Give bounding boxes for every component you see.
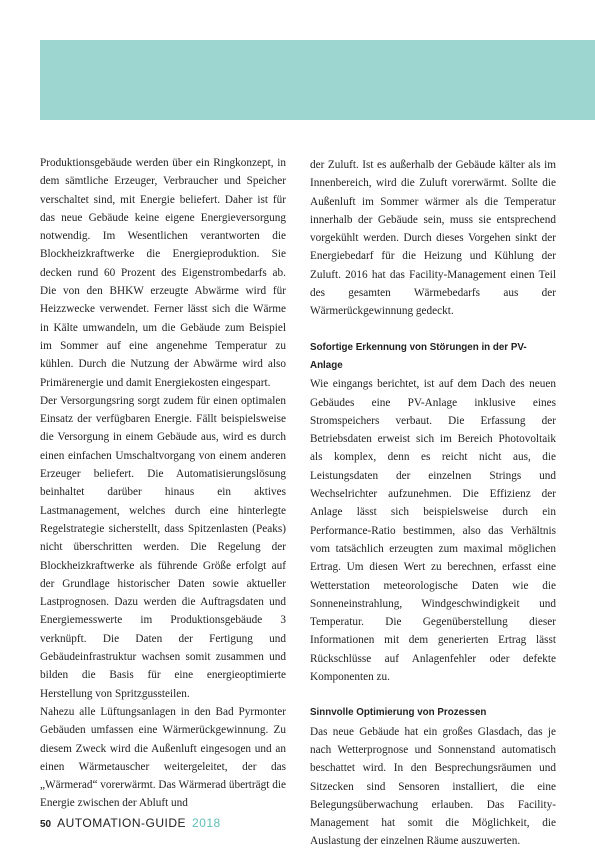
publication-title: AUTOMATION-GUIDE: [57, 816, 187, 830]
body-paragraph: Produktionsgebäude werden über ein Ringkonzept, in dem sämtliche Erzeuger, Verbraucher und Speicher verschaltet sind, mit Energie beliefert. Daher ist für das neue Gebäude keine eigene Energieversorgung notwendig. Im Wesentlichen verantworten die Blockheizkraftwerke die Energieproduktion. Sie decken rund 60 Prozent des Eigenstrombedarfs ab. Die von den BHKW erzeugte Abwärme wird für Heizzwecke verwendet. Ferner lässt sich die Wärme in Kälte umwandeln, um die Gebäude zum Beispiel im Sommer auf eine angenehme Temperatur zu kühlen. Durch die Nutzung der Abwärme wird also Primärenergie und damit Energiekosten eingespart.: [40, 157, 286, 389]
body-paragraph: Wie eingangs berichtet, ist auf dem Dach des neuen Gebäudes eine PV-Anlage inklusive eines Stromspeichers verbaut. Die Erfassung der Betriebsdaten erweist sich im Bereich Photovoltaik als komplex, denn es reicht nicht aus, die Leistungsdaten der einzelnen Strings und Wechselrichter aufzunehmen. Die Effizienz der Anlage lässt sich beispielsweise durch ein Performance-Ratio bestimmen, also das Verhältnis vom tatsächlich erzeugten zum maximal möglichen Ertrag. Um diesen Wert zu berechnen, erfasst eine Wetterstation meteorologische Daten wie die Sonneneinstrahlung, Windgeschwindigkeit und Temperatur. Die Gegenüberstellung dieser Informationen mit dem generierten Ertrag lässt Rückschlüsse auf Anlagenfehler oder defekte Komponenten zu.: [310, 378, 556, 684]
left-column: [40, 154, 286, 813]
body-paragraph: der Zuluft. Ist es außerhalb der Gebäude kälter als im Innenbereich, wird die Zuluft vorerwärmt. Sollte die Außenluft im Sommer wärmer als die Temperatur innerhalb der Gebäude sein, muss sie entsprechend vorgekühlt werden. Durch dieses Vorgehen sinkt der Energiebedarf für die Heizung und Kühlung der Zuluft. 2016 hat das Facility-Management einen Teil des gesamten Wärmebedarfs aus der Wärmerückgewinnung gedeckt.: [310, 159, 556, 318]
spacer: [310, 321, 556, 339]
spacer: [310, 686, 556, 704]
section-heading: Sofortige Erkennung von Störungen in der PV-Anlage: [310, 341, 527, 371]
body-paragraph: Der Versorgungsring sorgt zudem für einen optimalen Einsatz der verfügbaren Energie. Fällt beispielsweise die Versorgung in einem Gebäude aus, wird es durch einen einfachen Umschaltvorgang von einem anderen Erzeuger beliefert. Die Automatisierungslösung beinhaltet darüber hinaus ein aktives Lastmanagement, welches durch eine hinterlegte Regelstrategie sicherstellt, dass Spitzenlasten (Peaks) nicht überschritten werden. Die Regelung der Blockheizkraftwerke als führende Größe erfolgt auf der Grundlage historischer Daten sowie aktueller Lastprognosen. Dazu werden die Auftragsdaten und Energiemesswerte im Produktionsgebäude 3 verknüpft. Die Daten der Fertigung und Gebäudeinfrastruktur wachsen somit zusammen und bilden die Basis für eine energieoptimierte Herstellung von Spritzgussteilen.: [40, 394, 286, 700]
page-footer: [40, 816, 221, 832]
page-number: 50: [40, 819, 52, 830]
body-paragraph: Das neue Gebäude hat ein großes Glasdach, das je nach Wetterprognose und Sonnenstand automatisch beschattet wird. In den Besprechungsräumen und Sitzecken sind Sensoren installiert, die eine Belegungsüberwachung erlauben. Das Facility-Management hat somit die Möglichkeit, die Auslastung der einzelnen Räume auszuwerten.: [310, 725, 556, 848]
header-color-band: [40, 40, 595, 120]
body-paragraph: Nahezu alle Lüftungsanlagen in den Bad Pyrmonter Gebäuden umfassen eine Wärmerückgewinnung. Zu diesem Zweck wird die Außenluft eingesogen und an einen Wärmetauscher weitergeleitet, der das „Wärmerad“ vorerwärmt. Das Wärmerad überträgt die Energie zwischen der Abluft und: [40, 705, 286, 810]
publication-year: 2018: [192, 816, 221, 830]
section-heading: Sinnvolle Optimierung von Prozessen: [310, 707, 487, 719]
right-column: [310, 156, 556, 851]
